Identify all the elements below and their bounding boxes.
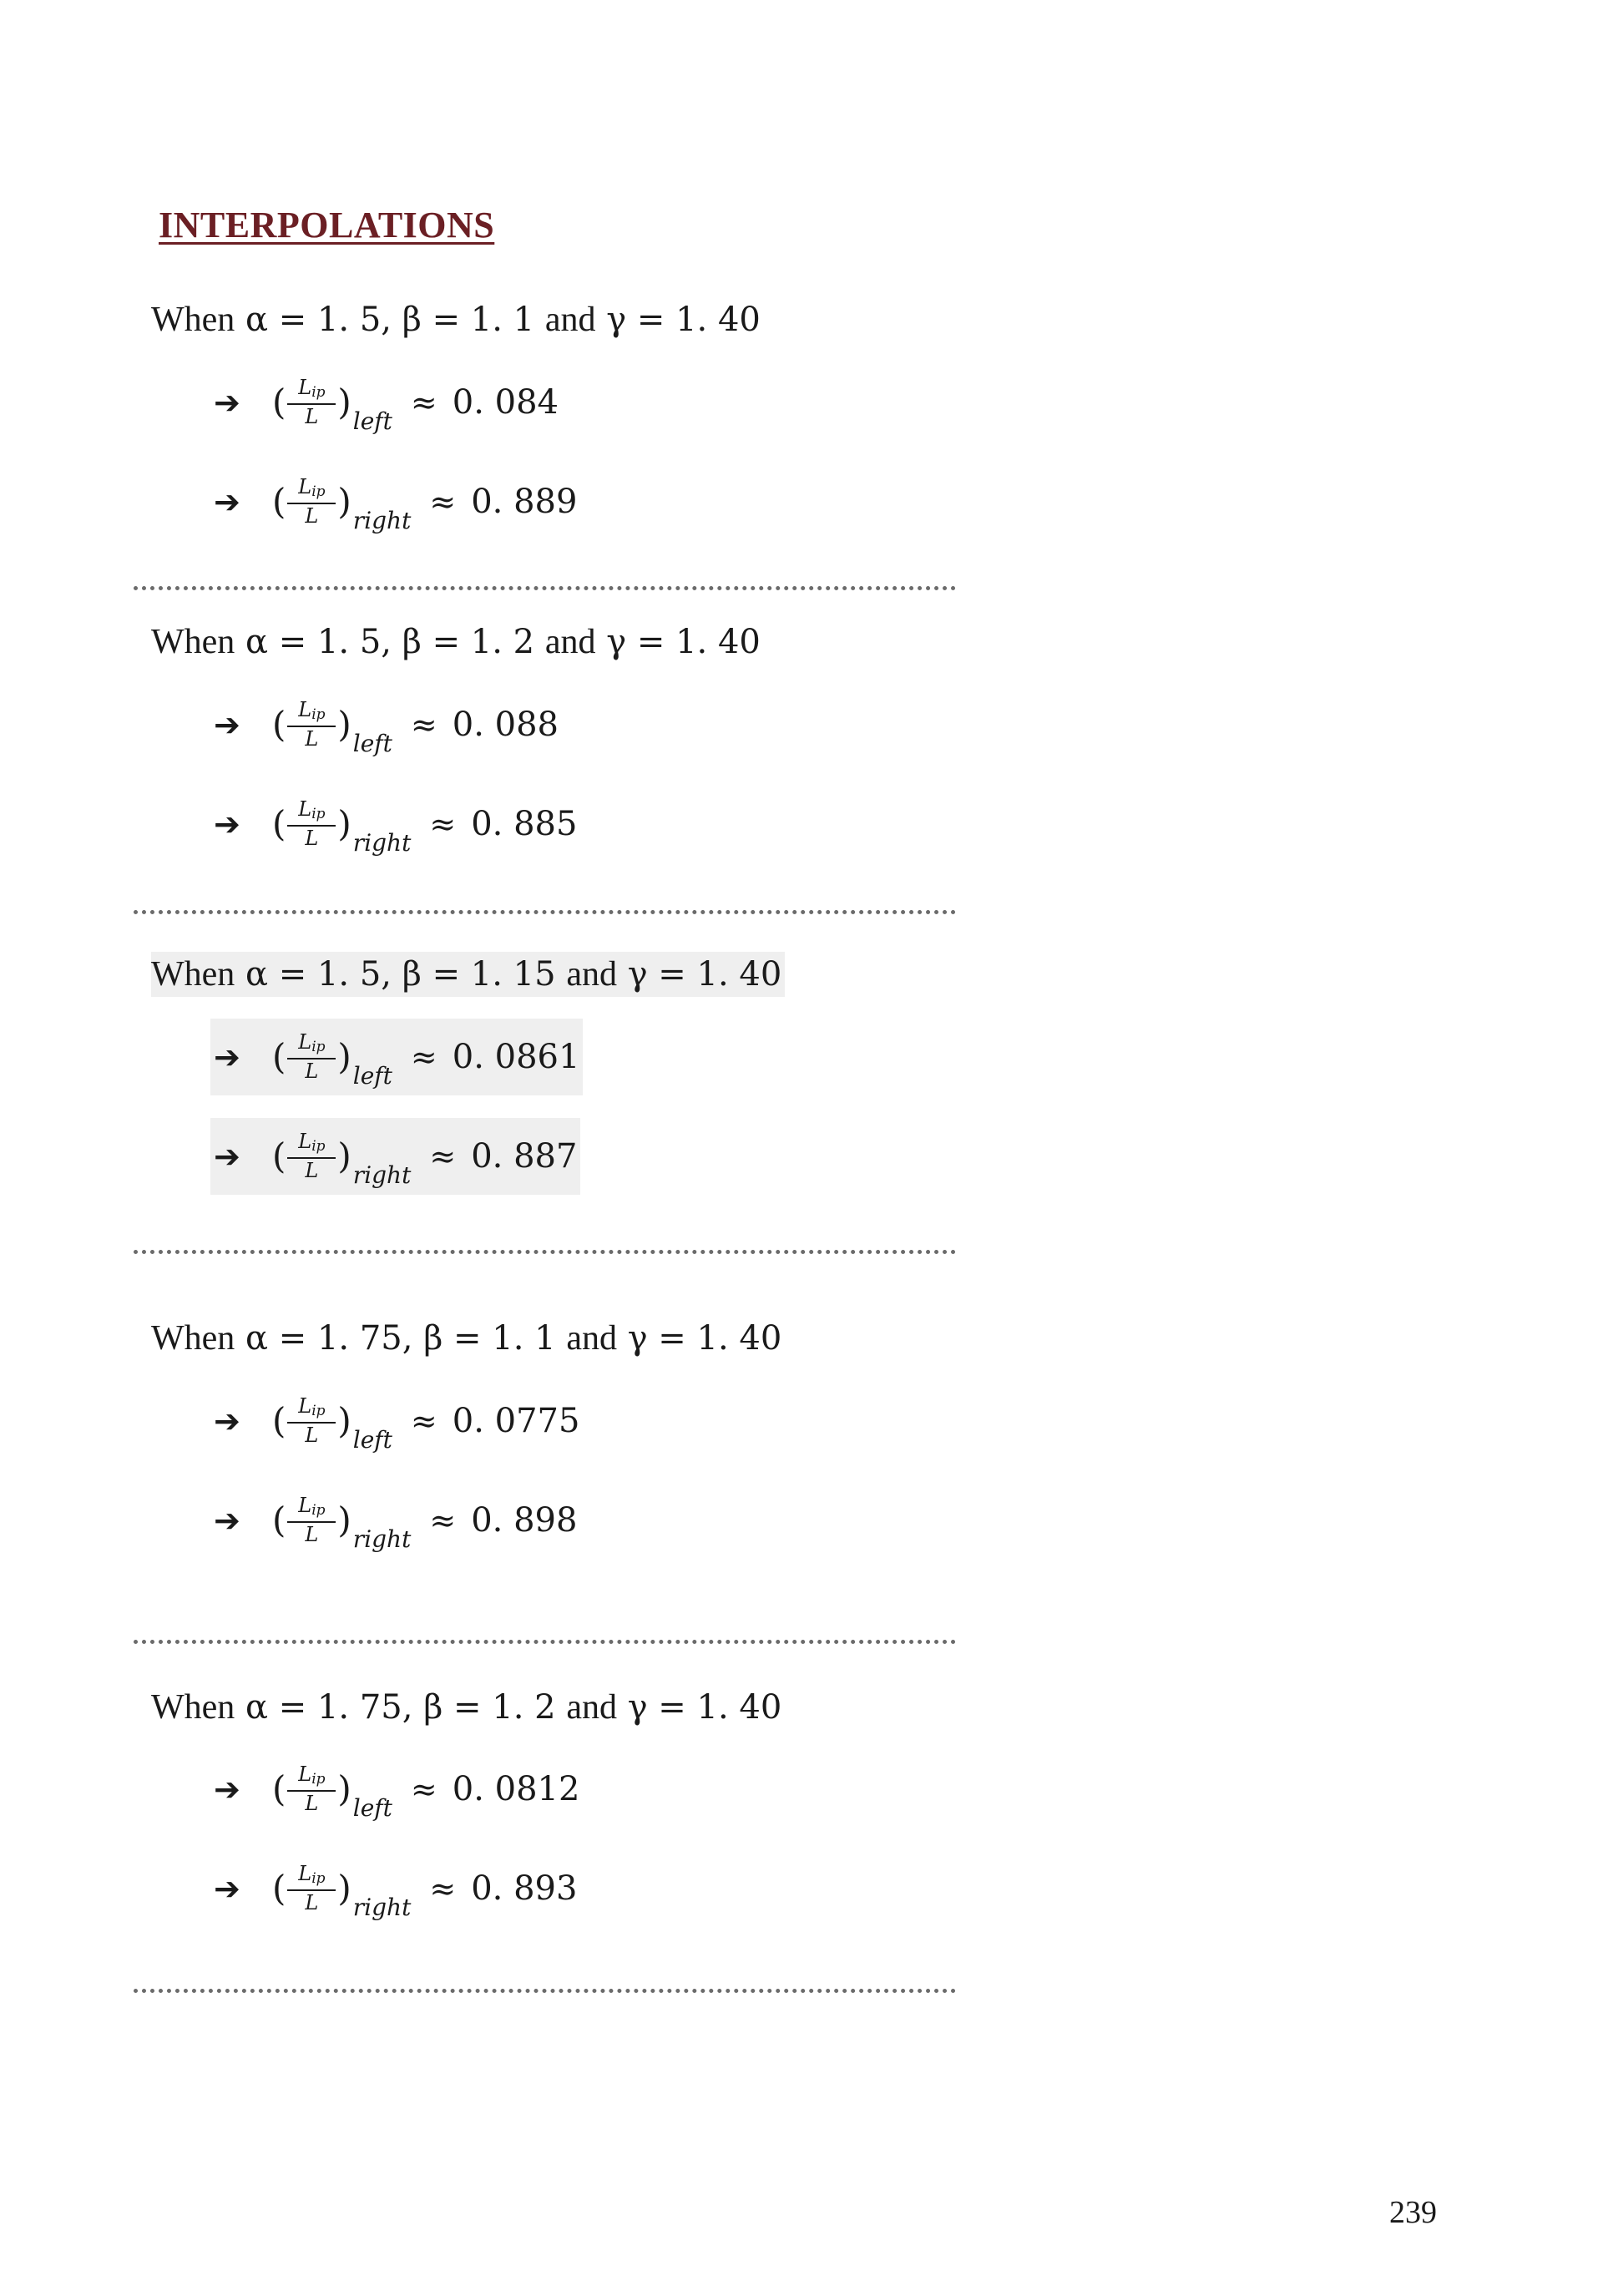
side-label: left bbox=[352, 1061, 392, 1090]
right-ratio-row: ➔ ( $\frac{L_{ip}}{L}$ ) right ≈ 0. 885 bbox=[210, 786, 577, 862]
ratio-value: 0. 889 bbox=[471, 483, 578, 521]
side-label: left bbox=[352, 729, 392, 757]
ratio-value: 0. 084 bbox=[452, 383, 559, 422]
case-condition bbox=[151, 1685, 785, 1730]
dotted-separator bbox=[134, 1250, 956, 1254]
ratio-fraction: $\frac{L_{ip}}{L}$ bbox=[287, 1130, 336, 1182]
alpha-value: α = 1. 5, bbox=[245, 301, 392, 339]
side-label: right bbox=[352, 506, 412, 534]
beta-value: β = 1. 2 bbox=[423, 1688, 556, 1727]
side-label: left bbox=[352, 1425, 392, 1454]
dotted-separator bbox=[134, 586, 956, 590]
side-label: right bbox=[352, 1525, 412, 1553]
beta-value: β = 1. 1 bbox=[423, 1319, 556, 1358]
when-label: When bbox=[151, 955, 235, 994]
arrow-icon: ➔ bbox=[214, 1039, 240, 1075]
left-ratio-row: ➔ ( $\frac{L_{ip}}{L}$ ) left ≈ 0. 088 bbox=[210, 686, 559, 763]
arrow-icon: ➔ bbox=[214, 1502, 240, 1539]
gamma-value: γ = 1. 40 bbox=[606, 301, 761, 339]
left-ratio-row: ➔ ( $\frac{L_{ip}}{L}$ ) left ≈ 0. 0812 bbox=[210, 1751, 579, 1828]
case-condition bbox=[151, 620, 764, 665]
ratio-fraction: $\frac{L_{ip}}{L}$ bbox=[287, 476, 336, 528]
when-label: When bbox=[151, 301, 235, 339]
ratio-value: 0. 893 bbox=[471, 1869, 578, 1908]
and-label: and bbox=[566, 955, 617, 994]
arrow-icon: ➔ bbox=[214, 1771, 240, 1808]
side-label: left bbox=[352, 407, 392, 435]
beta-value: β = 1. 2 bbox=[402, 623, 535, 661]
ratio-value: 0. 0812 bbox=[452, 1770, 580, 1808]
right-ratio-row: ➔ ( $\frac{L_{ip}}{L}$ ) right ≈ 0. 889 bbox=[210, 463, 577, 540]
right-ratio-row: ➔ ( $\frac{L_{ip}}{L}$ ) right ≈ 0. 898 bbox=[210, 1482, 577, 1559]
arrow-icon: ➔ bbox=[214, 706, 240, 743]
arrow-icon: ➔ bbox=[214, 1403, 240, 1439]
side-label: left bbox=[352, 1793, 392, 1822]
side-label: right bbox=[352, 828, 412, 857]
and-label: and bbox=[566, 1688, 617, 1727]
and-label: and bbox=[566, 1319, 617, 1358]
left-ratio-row: ➔ ( $\frac{L_{ip}}{L}$ ) left ≈ 0. 0775 bbox=[210, 1383, 579, 1459]
ratio-fraction: $\frac{L_{ip}}{L}$ bbox=[287, 1863, 336, 1914]
ratio-value: 0. 887 bbox=[471, 1137, 578, 1176]
case-condition bbox=[151, 297, 764, 342]
gamma-value: γ = 1. 40 bbox=[627, 1319, 782, 1358]
and-label: and bbox=[544, 623, 596, 661]
section-heading: INTERPOLATIONS bbox=[159, 205, 495, 245]
ratio-fraction: $\frac{L_{ip}}{L}$ bbox=[287, 1031, 336, 1083]
case-condition bbox=[151, 952, 785, 997]
when-label: When bbox=[151, 1688, 235, 1727]
ratio-value: 0. 088 bbox=[452, 705, 559, 744]
ratio-fraction: $\frac{L_{ip}}{L}$ bbox=[287, 1395, 336, 1447]
ratio-fraction: $\frac{L_{ip}}{L}$ bbox=[287, 1763, 336, 1815]
alpha-value: α = 1. 75, bbox=[245, 1319, 413, 1358]
left-ratio-row: ➔ ( $\frac{L_{ip}}{L}$ ) left ≈ 0. 084 bbox=[210, 364, 559, 441]
alpha-value: α = 1. 5, bbox=[245, 623, 392, 661]
right-ratio-row: ➔ ( $\frac{L_{ip}}{L}$ ) right ≈ 0. 893 bbox=[210, 1850, 577, 1927]
arrow-icon: ➔ bbox=[214, 1870, 240, 1907]
dotted-separator bbox=[134, 1989, 956, 1993]
gamma-value: γ = 1. 40 bbox=[606, 623, 761, 661]
gamma-value: γ = 1. 40 bbox=[627, 1688, 782, 1727]
ratio-value: 0. 0775 bbox=[452, 1402, 580, 1440]
ratio-fraction: $\frac{L_{ip}}{L}$ bbox=[287, 377, 336, 428]
beta-value: β = 1. 1 bbox=[402, 301, 535, 339]
when-label: When bbox=[151, 1319, 235, 1358]
left-ratio-row: ➔ ( $\frac{L_{ip}}{L}$ ) left ≈ 0. 0861 bbox=[210, 1019, 583, 1095]
ratio-fraction: $\frac{L_{ip}}{L}$ bbox=[287, 1494, 336, 1546]
arrow-icon: ➔ bbox=[214, 384, 240, 421]
alpha-value: α = 1. 75, bbox=[245, 1688, 413, 1727]
arrow-icon: ➔ bbox=[214, 1138, 240, 1175]
case-condition bbox=[151, 1316, 785, 1361]
arrow-icon: ➔ bbox=[214, 483, 240, 520]
ratio-fraction: $\frac{L_{ip}}{L}$ bbox=[287, 699, 336, 751]
alpha-value: α = 1. 5, bbox=[245, 955, 392, 994]
arrow-icon: ➔ bbox=[214, 806, 240, 842]
ratio-value: 0. 0861 bbox=[452, 1038, 580, 1076]
beta-value: β = 1. 15 bbox=[402, 955, 556, 994]
page-number: 239 bbox=[1389, 2195, 1437, 2230]
dotted-separator bbox=[134, 1640, 956, 1644]
side-label: right bbox=[352, 1161, 412, 1189]
and-label: and bbox=[544, 301, 596, 339]
ratio-value: 0. 898 bbox=[471, 1501, 578, 1540]
when-label: When bbox=[151, 623, 235, 661]
gamma-value: γ = 1. 40 bbox=[627, 955, 782, 994]
side-label: right bbox=[352, 1893, 412, 1921]
right-ratio-row: ➔ ( $\frac{L_{ip}}{L}$ ) right ≈ 0. 887 bbox=[210, 1118, 580, 1195]
ratio-value: 0. 885 bbox=[471, 805, 578, 843]
dotted-separator bbox=[134, 910, 956, 914]
ratio-fraction: $\frac{L_{ip}}{L}$ bbox=[287, 798, 336, 850]
